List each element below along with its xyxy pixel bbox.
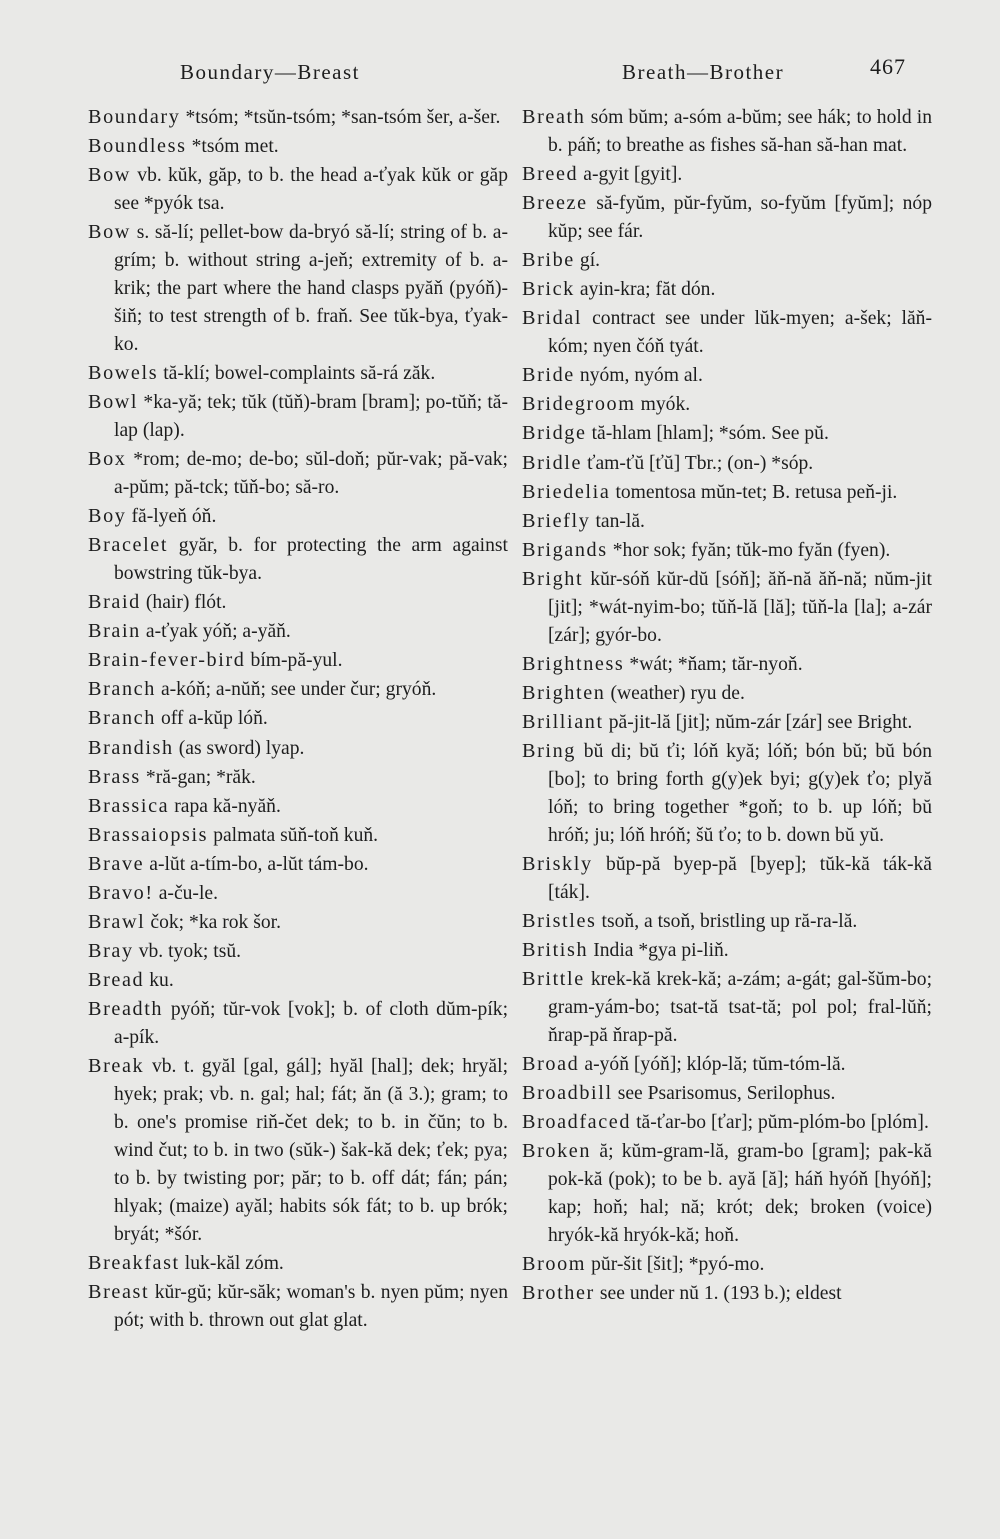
entry-headword: Bright	[522, 567, 584, 590]
dictionary-entry	[522, 276, 932, 304]
dictionary-entry	[88, 705, 508, 733]
entry-definition: see Psarisomus, Serilophus.	[617, 1083, 836, 1105]
entry-definition: a-lŭt a-tím-bo, a-lŭt tám-bo.	[149, 853, 369, 875]
entry-definition: ayin-kra; făt dón.	[579, 279, 716, 301]
dictionary-entry	[88, 647, 508, 675]
entry-headword: Briskly	[522, 852, 593, 875]
dictionary-entry	[522, 738, 932, 850]
dictionary-entry	[88, 446, 508, 502]
entry-headword: Brain	[88, 620, 141, 643]
dictionary-entry	[88, 133, 508, 161]
entry-definition: rapa kă-nyăň.	[174, 795, 281, 817]
dictionary-entry	[522, 937, 932, 965]
entry-definition: bŭp-pă byep-pă [byep]; tŭk-kă ták-kă [ták].	[548, 853, 933, 903]
entry-headword: Briefly	[522, 509, 591, 532]
dictionary-entry	[88, 909, 508, 937]
dictionary-entry	[522, 537, 932, 565]
entry-headword: Brittle	[522, 968, 585, 991]
entry-headword: Broadfaced	[522, 1111, 632, 1134]
dictionary-entry	[88, 1053, 508, 1248]
dictionary-entry	[522, 1280, 932, 1308]
entry-headword: Bowl	[88, 391, 139, 413]
dictionary-entry	[88, 938, 508, 966]
entry-definition: gí.	[579, 250, 601, 272]
entry-definition: pŭr-šit [šit]; *pyó-mo.	[591, 1254, 765, 1276]
entry-definition: s. să-lí; pellet-bow da-bryó să-lí; string of b. a-grím; b. without string a-jeň; extremity of b. a-krik; the part where the hand clasps pyăň (pyóň)-šiň; to test strength of b. fraň. See tŭk-bya, ťyak-ko.	[114, 222, 509, 355]
dictionary-entry	[88, 967, 508, 995]
entry-definition: a-yóň [yóň]; klóp-lă; tŭm-tóm-lă.	[584, 1054, 846, 1076]
entry-headword: Break	[88, 1055, 145, 1078]
entry-definition: *wát; *ňam; tăr-nyoň.	[629, 653, 803, 675]
entry-headword: Breakfast	[88, 1251, 180, 1274]
entry-headword: Broadbill	[522, 1082, 613, 1105]
dictionary-entry	[88, 389, 508, 445]
entry-definition: tan-lă.	[595, 510, 645, 532]
left-column	[88, 104, 508, 1336]
entry-definition: off a-kŭp lóň.	[160, 708, 268, 730]
entry-headword: Bridal	[522, 307, 583, 330]
entry-definition: tomentosa mŭn-tet; B. retusa peň-ji.	[615, 481, 898, 503]
page-header	[0, 52, 1000, 92]
dictionary-entry	[88, 735, 508, 763]
entry-headword: Brightness	[522, 652, 625, 675]
dictionary-entry	[522, 566, 932, 650]
entry-headword: Bring	[522, 740, 576, 763]
dictionary-entry	[522, 104, 932, 160]
entry-headword: Brave	[88, 852, 145, 875]
entry-headword: Branch	[88, 707, 156, 730]
dictionary-entry	[522, 305, 932, 361]
dictionary-entry	[522, 1138, 932, 1250]
entry-definition: (weather) ryu de.	[610, 682, 745, 704]
entry-headword: Bridge	[522, 422, 587, 445]
entry-definition: bím-pă-yul.	[250, 650, 343, 672]
entry-definition: nyóm, nyóm al.	[579, 365, 703, 387]
entry-headword: Bridegroom	[522, 393, 636, 416]
entry-headword: Brain-fever-bird	[88, 649, 246, 672]
dictionary-entry	[522, 851, 932, 907]
dictionary-entry	[522, 391, 932, 419]
entry-headword: Box	[88, 448, 127, 470]
entry-definition: ă; kŭm-gram-lă, gram-bo [gram]; pak-kă pok-kă (pok); to be b. ayă [ă]; háň hyóň [hyóň]; kap; hoň; hal; nă; krót; dek; broken (voice) hryók-kă hryók-kă; hoň.	[548, 1141, 932, 1247]
entry-headword: Broad	[522, 1053, 580, 1076]
dictionary-entry	[88, 822, 508, 850]
entry-headword: Brick	[522, 278, 575, 301]
entry-definition: (hair) flót.	[145, 592, 227, 614]
entry-definition: *hor sok; fyăn; tŭk-mo fyăn (fyen).	[612, 539, 891, 561]
dictionary-entry	[88, 764, 508, 792]
entry-headword: Braid	[88, 591, 141, 614]
entry-headword: Brother	[522, 1282, 595, 1305]
entry-definition: a-ču-le.	[158, 883, 218, 905]
entry-headword: Bow	[88, 221, 131, 244]
dictionary-entry	[522, 161, 932, 189]
dictionary-entry	[88, 1279, 508, 1335]
entry-headword: Brass	[88, 765, 141, 788]
entry-headword: Broom	[522, 1253, 587, 1276]
entry-definition: kŭr-gŭ; kŭr-săk; woman's b. nyen pŭm; nyen pót; with b. thrown out glat glat.	[114, 1282, 508, 1331]
entry-headword: Bow	[88, 164, 131, 187]
entry-headword: Bray	[88, 940, 134, 963]
dictionary-entry	[88, 360, 508, 388]
dictionary-entry	[88, 503, 508, 531]
entry-headword: Breadth	[88, 998, 164, 1021]
dictionary-entry	[88, 532, 508, 588]
entry-definition: a-kóň; a-nŭň; see under čur; gryóň.	[160, 679, 437, 701]
dictionary-entry	[522, 680, 932, 708]
entry-definition: vb. kŭk, găp, to b. the head a-ťyak kŭk or găp see *pyók tsa.	[114, 165, 509, 215]
entry-definition: *tsóm; *tsŭn-tsóm; *san-tsóm šer, a-šer.	[185, 107, 501, 128]
entry-definition: India *gya pi-liň.	[593, 940, 729, 962]
dictionary-entry	[88, 219, 508, 359]
dictionary-entry	[522, 362, 932, 390]
dictionary-entry	[88, 996, 508, 1052]
entry-headword: Bravo!	[88, 882, 154, 905]
dictionary-entry	[522, 479, 932, 507]
entry-definition: vb. tyok; tsŭ.	[138, 941, 242, 963]
entry-headword: Bribe	[522, 249, 575, 272]
entry-definition: tă-ťar-bo [ťar]; pŭm-plóm-bo [plóm].	[636, 1112, 929, 1134]
entry-definition: bŭ di; bŭ ťi; lóň kyă; lóň; bón bŭ; bŭ bón [bo]; to bring forth g(y)ek byi; g(y)ek ťo; plyă lóň; to bring together *goň; to b. up lóň; bŭ hróň; ju; lóň hróň; šŭ ťo; to b. down bŭ yŭ.	[548, 741, 933, 846]
entry-headword: Bride	[522, 364, 575, 387]
dictionary-entry	[88, 676, 508, 704]
entry-definition: tă-klí; bowel-complaints să-rá zăk.	[163, 362, 436, 384]
entry-definition: pyóň; tŭr-vok [vok]; b. of cloth dŭm-pík; a-pík.	[114, 999, 509, 1049]
entry-headword: Bridle	[522, 451, 583, 474]
dictionary-entry	[522, 1051, 932, 1079]
entry-definition: vb. t. gyăl [gal, gál]; hyăl [hal]; dek; hryăl; hyek; prak; vb. n. gal; hal; fát; ăn (ă 3.); gram; to b. one's promise riň-čet dek; to b. in čŭn; to b. wind čut; to b. in two (sŭk-) šak-kă dek; ťek; pya; to b. by twisting por; păr; to b. off dát; fán; pán; hlyak; (maize) ayăl; habits sók fát; to b. up brók; bryát; *šór.	[114, 1056, 509, 1245]
entry-definition: see under nŭ 1. (193 b.); eldest	[599, 1283, 842, 1305]
entry-headword: Boundless	[88, 135, 187, 158]
dictionary-entry	[88, 589, 508, 617]
entry-headword: Brigands	[522, 538, 608, 561]
entry-definition: gyăr, b. for protecting the arm against bowstring tŭk-bya.	[114, 535, 508, 584]
entry-headword: Brandish	[88, 736, 174, 759]
entry-definition: a-gyit [gyit].	[583, 164, 683, 185]
dictionary-entry	[522, 420, 932, 448]
entry-definition: kŭr-sóň kŭr-dŭ [sóň]; ăň-nă ăň-nă; nŭm-jit [jit]; *wát-nyim-bo; tŭň-lă [lă]; tŭň-la [la]; a-zár [zár]; gyór-bo.	[548, 568, 932, 646]
dictionary-entry	[88, 793, 508, 821]
entry-definition: ku.	[149, 970, 174, 992]
dictionary-entry	[88, 618, 508, 646]
entry-definition: *ka-yă; tek; tŭk (tŭň)-bram [bram]; po-tŭň; tă-lap (lap).	[114, 392, 509, 441]
page-number: 467	[870, 54, 906, 79]
entry-headword: Breast	[88, 1281, 150, 1304]
entry-definition: să-fyŭm, pŭr-fyŭm, so-fyŭm [fyŭm]; nóp kŭp; see fár.	[548, 193, 932, 242]
entry-definition: tă-hlam [hlam]; *sóm. See pŭ.	[591, 423, 829, 445]
dictionary-entry	[522, 1251, 932, 1279]
dictionary-entry	[522, 709, 932, 737]
entry-definition: *rom; de-mo; de-bo; sŭl-doň; pŭr-vak; pă-vak; a-pŭm; pă-tck; tŭň-bo; să-ro.	[114, 449, 508, 498]
entry-headword: Brawl	[88, 911, 146, 934]
dictionary-entry	[522, 247, 932, 275]
entry-headword: Brilliant	[522, 711, 604, 734]
entry-headword: Briedelia	[522, 480, 611, 503]
entry-headword: Breath	[522, 106, 586, 128]
entry-headword: Breeze	[522, 192, 588, 215]
entry-headword: Branch	[88, 678, 156, 701]
entry-headword: British	[522, 939, 589, 962]
entry-definition: a-ťyak yóň; a-yăň.	[145, 621, 291, 643]
dictionary-entry	[88, 1250, 508, 1278]
dictionary-entry	[522, 508, 932, 536]
left-running-head: Boundary—Breast	[180, 60, 360, 84]
entry-definition: sóm bŭm; a-sóm a-bŭm; see hák; to hold in b. páň; to breathe as fishes să-han să-han mat.	[548, 107, 932, 156]
entry-headword: Brassica	[88, 794, 170, 817]
dictionary-entry	[522, 450, 932, 478]
right-column	[522, 104, 932, 1309]
dictionary-entry	[522, 1109, 932, 1137]
dictionary-entry	[522, 966, 932, 1050]
right-running-head: Breath—Brother	[622, 60, 785, 84]
entry-definition: contract see under lŭk-myen; a-šek; lăň-kóm; nyen čóň tyát.	[548, 308, 932, 358]
dictionary-entry	[88, 880, 508, 908]
entry-headword: Bread	[88, 969, 145, 992]
entry-definition: *tsóm met.	[191, 136, 279, 158]
entry-headword: Broken	[522, 1140, 592, 1163]
dictionary-entry	[88, 104, 508, 132]
entry-headword: Brassaiopsis	[88, 823, 209, 846]
entry-definition: pă-jit-lă [jit]; nŭm-zár [zár] see Bright.	[608, 712, 913, 734]
entry-definition: palmata sŭň-toň kuň.	[213, 824, 379, 846]
entry-definition: *ră-gan; *răk.	[145, 766, 256, 788]
entry-headword: Bracelet	[88, 534, 169, 557]
dictionary-entry	[88, 851, 508, 879]
entry-headword: Bowels	[88, 361, 159, 384]
dictionary-entry	[522, 1080, 932, 1108]
entry-definition: čok; *ka rok šor.	[150, 912, 281, 934]
dictionary-entry	[522, 908, 932, 936]
entry-definition: luk-kăl zóm.	[184, 1252, 284, 1274]
entry-definition: ťam-ťŭ [ťŭ] Tbr.; (on-) *sóp.	[587, 452, 814, 474]
entry-definition: (as sword) lyap.	[178, 737, 305, 759]
dictionary-entry	[522, 651, 932, 679]
entry-definition: fă-lyeň óň.	[131, 506, 217, 527]
dictionary-entry	[522, 190, 932, 246]
entry-headword: Brighten	[522, 681, 606, 704]
entry-headword: Boy	[88, 505, 127, 527]
entry-headword: Breed	[522, 163, 579, 185]
entry-headword: Boundary	[88, 106, 181, 128]
dictionary-entry	[88, 162, 508, 218]
entry-headword: Bristles	[522, 909, 597, 932]
entry-definition: myók.	[640, 394, 691, 416]
entry-definition: tsoň, a tsoň, bristling up ră-ra-lă.	[601, 910, 858, 932]
entry-definition: krek-kă krek-kă; a-zám; a-gát; gal-šŭm-bo; gram-yám-bo; tsat-tă tsat-tă; pol pol; fral-lŭň; ňrap-pă ňrap-pă.	[548, 969, 933, 1046]
